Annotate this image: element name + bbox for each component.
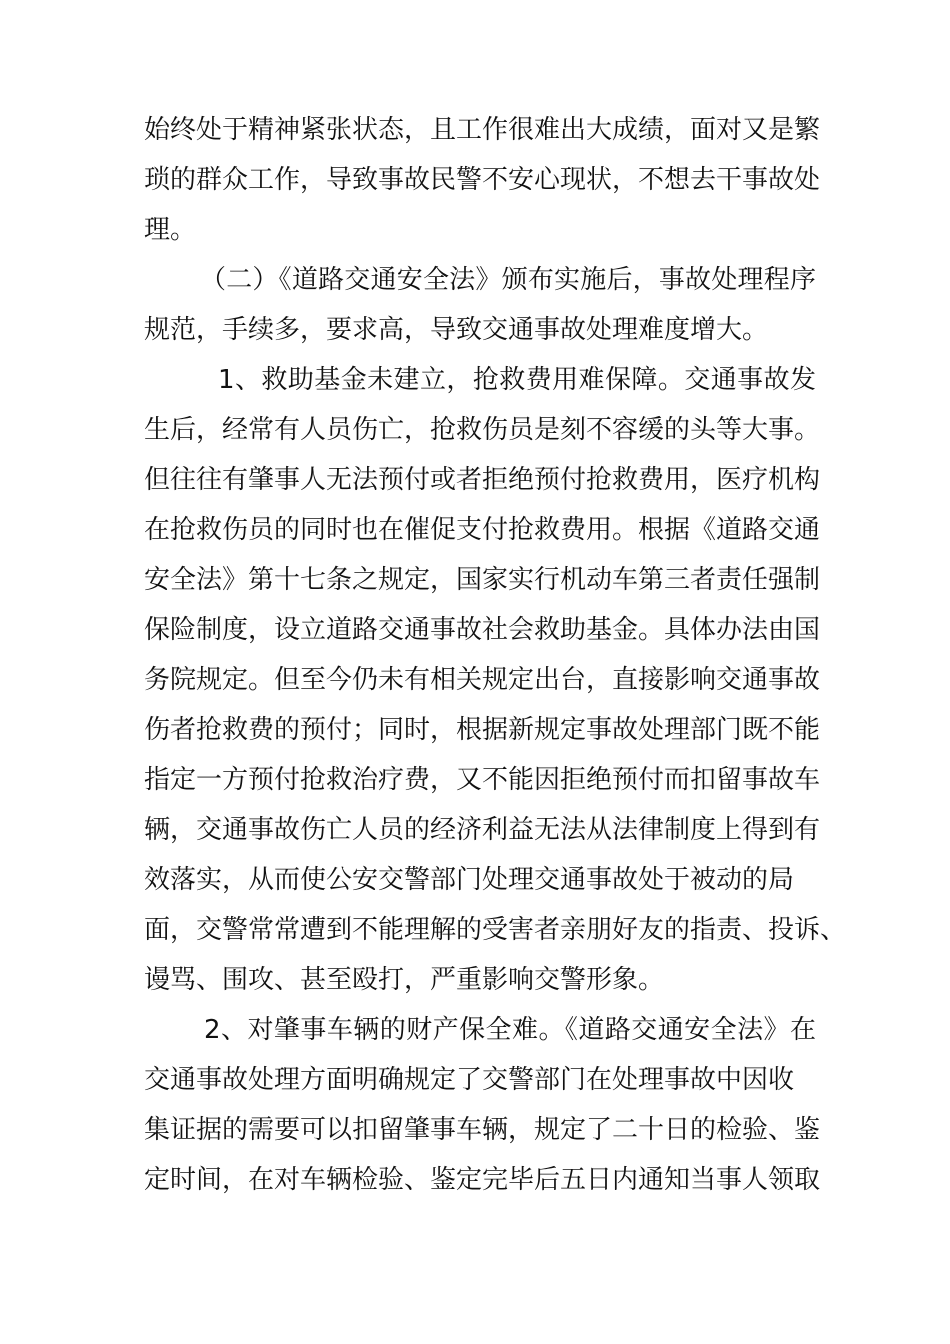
- text-line-7: 生后，经常有人员伤亡，抢救伤员是刻不容缓的头等大事。: [144, 415, 821, 445]
- text-line-10: 安全法》第十七条之规定，国家实行机动车第三者责任强制: [144, 565, 821, 595]
- text-line-22: 定时间，在对车辆检验、鉴定完毕后五日内通知当事人领取: [144, 1165, 821, 1195]
- text-line-19: 2、对肇事车辆的财产保全难。《道路交通安全法》在: [204, 1015, 816, 1045]
- text-line-14: 指定一方预付抢救治疗费，又不能因拒绝预付而扣留事故车: [144, 765, 821, 795]
- text-line-5: 规范，手续多，要求高，导致交通事故处理难度增大。: [144, 315, 769, 345]
- text-line-4: （二）《道路交通安全法》颁布实施后，事故处理程序: [200, 265, 816, 295]
- text-line-18: 谩骂、围攻、甚至殴打，严重影响交警形象。: [144, 965, 665, 995]
- text-line-20: 交通事故处理方面明确规定了交警部门在处理事故中因收: [144, 1065, 795, 1095]
- text-line-1: 始终处于精神紧张状态，且工作很难出大成绩，面对又是繁: [144, 115, 821, 145]
- text-line-16: 效落实，从而使公安交警部门处理交通事故处于被动的局: [144, 865, 795, 895]
- text-line-11: 保险制度，设立道路交通事故社会救助基金。具体办法由国: [144, 615, 821, 645]
- text-line-12: 务院规定。但至今仍未有相关规定出台，直接影响交通事故: [144, 665, 821, 695]
- text-line-21: 集证据的需要可以扣留肇事车辆，规定了二十日的检验、鉴: [144, 1115, 821, 1145]
- text-line-15: 辆，交通事故伤亡人员的经济利益无法从法律制度上得到有: [144, 815, 821, 845]
- text-line-13: 伤者抢救费的预付；同时，根据新规定事故处理部门既不能: [144, 715, 821, 745]
- text-line-6: 1、救助基金未建立，抢救费用难保障。交通事故发: [218, 365, 816, 395]
- text-line-8: 但往往有肇事人无法预付或者拒绝预付抢救费用，医疗机构: [144, 465, 821, 495]
- text-line-9: 在抢救伤员的同时也在催促支付抢救费用。根据《道路交通: [144, 515, 821, 545]
- text-line-2: 琐的群众工作，导致事故民警不安心现状，不想去干事故处: [144, 165, 821, 195]
- text-line-17: 面，交警常常遭到不能理解的受害者亲朋好友的指责、投诉、: [144, 915, 847, 945]
- text-line-3: 理。: [144, 215, 197, 245]
